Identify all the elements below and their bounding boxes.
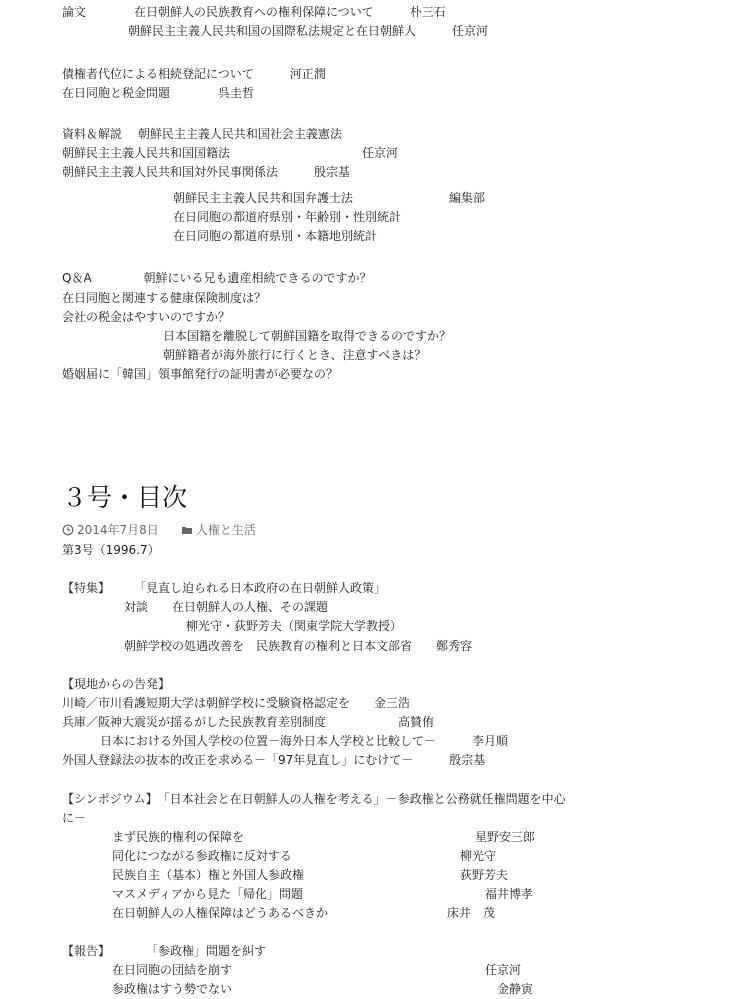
toc-author: 荻野芳夫 bbox=[460, 868, 509, 882]
prev-toc-line: 朝鮮民主主義人民共和国弁護士法 編集部 bbox=[173, 191, 486, 205]
prev-toc-line: Q＆A 朝鮮にいる兄も遺産相続できるのですか？ bbox=[62, 271, 372, 285]
toc-line: 【報告】 「参政権」問題を糾す bbox=[62, 944, 267, 958]
prev-toc-line: 朝鮮籍者が海外旅行に行くとき、注意すべきは？ bbox=[163, 348, 427, 362]
toc-line: 朝鮮学校の処遇改善を 民族教育の権利と日本文部省 鄭秀容 bbox=[124, 639, 473, 653]
prev-toc-line: 資料＆解説 朝鮮民主主義人民共和国社会主義憲法 bbox=[62, 127, 342, 141]
toc-line: 外国人登録法の抜本的改正を求める－「97年見直し」にむけて－ 殷宗基 bbox=[62, 753, 486, 767]
prev-toc-line: 論文 在日朝鮮人の民族教育への権利保障について 朴三石 bbox=[62, 5, 446, 19]
post-date[interactable]: 2014年7月8日 bbox=[77, 523, 159, 537]
toc-line: に－ bbox=[62, 811, 87, 825]
clock-icon bbox=[62, 524, 74, 536]
prev-toc-line: 在日同胞と関連する健康保険制度は？ bbox=[62, 291, 267, 305]
toc-line: 参政権はすう勢でない bbox=[112, 982, 233, 996]
toc-line: 【シンポジウム】 「日本社会と在日朝鮮人の人権を考える」－参政権と公務就任権問題を中心 bbox=[62, 792, 566, 806]
toc-line: まず民族的権利の保障を bbox=[112, 830, 245, 844]
prev-toc-line: 朝鮮民主主義人民共和国国籍法 任京河 bbox=[62, 146, 399, 160]
prev-toc-line: 債権者代位による相続登記について 河正潤 bbox=[62, 67, 326, 81]
prev-toc-line: 会社の税金はやすいのですか？ bbox=[62, 310, 231, 324]
post-title[interactable]: ３号・目次 bbox=[62, 483, 188, 512]
prev-toc-line: 朝鮮民主主義人民共和国の国際私法規定と在日朝鮮人 任京河 bbox=[128, 24, 489, 38]
toc-author: 星野安三郎 bbox=[475, 830, 536, 844]
toc-author: 柳光守 bbox=[460, 849, 497, 863]
prev-toc-line: 在日同胞の都道府県別・年齢別・性別統計 bbox=[173, 210, 402, 224]
toc-line: 日本における外国人学校の位置－海外日本人学校と比較して－ 李月順 bbox=[100, 734, 509, 748]
issue-line: 第3号（1996.7） bbox=[62, 543, 160, 557]
folder-icon bbox=[181, 524, 193, 536]
prev-toc-line: 日本国籍を離脱して朝鮮国籍を取得できるのですか？ bbox=[163, 329, 452, 343]
toc-author: 任京河 bbox=[485, 963, 522, 977]
toc-line: 在日同胞の団結を崩す bbox=[112, 963, 233, 977]
toc-line: マスメディアから見た「帰化」問題 bbox=[112, 887, 304, 901]
post-category[interactable]: 人権と生活 bbox=[195, 523, 256, 537]
toc-line: 【現地からの告発】 bbox=[62, 677, 171, 691]
toc-author: 福井博孝 bbox=[485, 887, 534, 901]
toc-line: 川崎／市川看護短期大学は朝鮮学校に受験資格認定を 金三浩 bbox=[62, 696, 411, 710]
toc-line: 民族自主（基本）権と外国人参政権 bbox=[112, 868, 305, 882]
prev-toc-line: 朝鮮民主主義人民共和国対外民事関係法 殷宗基 bbox=[62, 165, 351, 179]
toc-line: 柳光守・荻野芳夫（関東学院大学教授） bbox=[186, 619, 403, 633]
prev-toc-line: 在日同胞と税金問題 呉圭哲 bbox=[62, 86, 255, 100]
toc-line: 在日朝鮮人の人権保障はどうあるべきか bbox=[112, 906, 329, 920]
toc-line: 【特集】 「見直し迫られる日本政府の在日朝鮮人政策」 bbox=[62, 581, 387, 595]
post-meta bbox=[62, 522, 256, 538]
toc-author: 金静寅 bbox=[497, 982, 534, 996]
prev-toc-line: 在日同胞の都道府県別・本籍地別統計 bbox=[173, 229, 378, 243]
toc-line: 同化につながる参政権に反対する bbox=[112, 849, 292, 863]
prev-toc-line: 婚姻届に「韓国」領事館発行の証明書が必要なの？ bbox=[62, 367, 339, 381]
toc-line: 兵庫／阪神大震災が揺るがした民族教育差別制度 高贊侑 bbox=[62, 715, 435, 729]
toc-line: 対談 在日朝鮮人の人権、その課題 bbox=[124, 600, 329, 614]
toc-author: 床井 茂 bbox=[447, 906, 496, 920]
